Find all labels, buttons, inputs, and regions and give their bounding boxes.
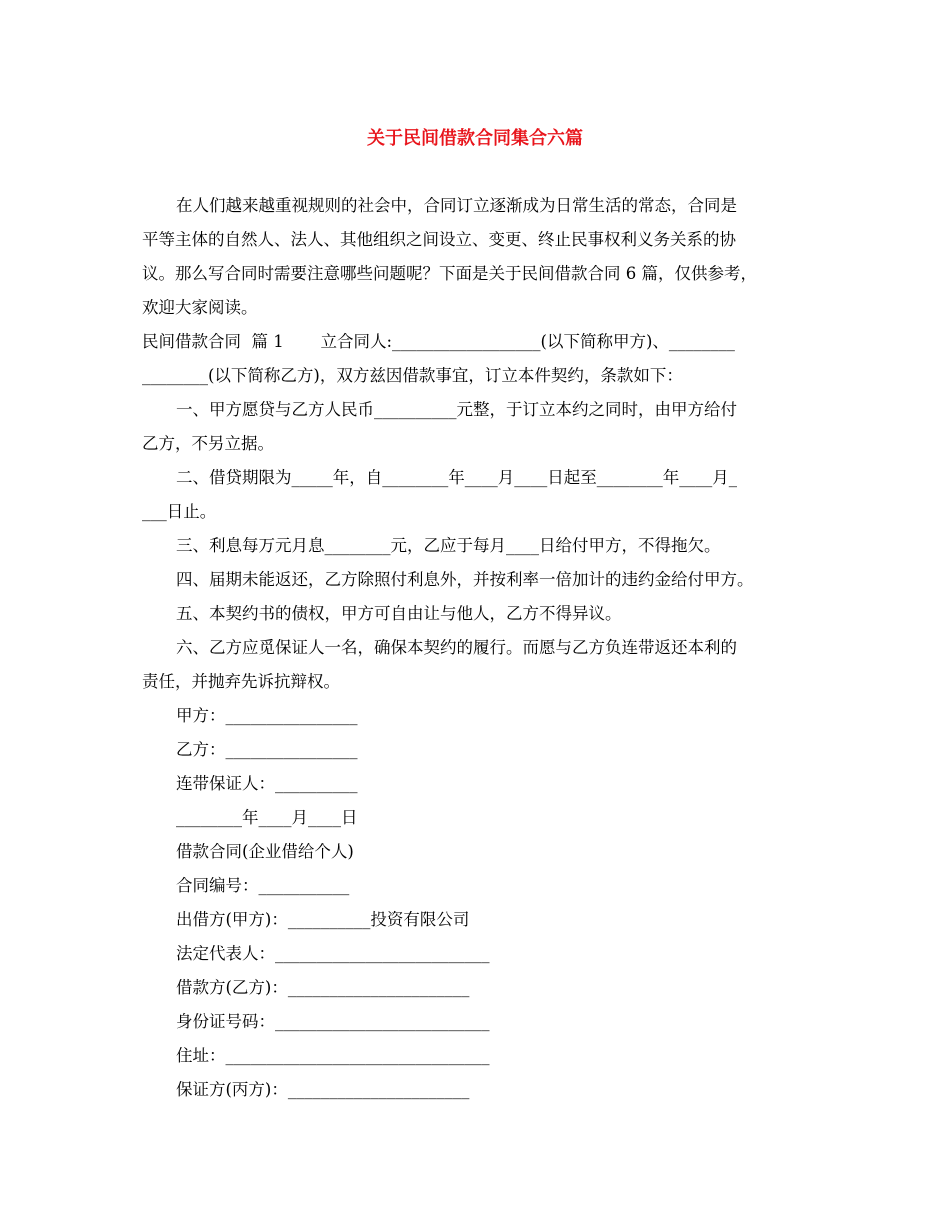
clause-1-line-1: 一、甲方愿贷与乙方人民币__________元整，于订立本约之同时，由甲方给付: [176, 400, 737, 419]
legal-representative-field: 法定代表人：__________________________: [176, 944, 490, 963]
contract-2-heading: 借款合同(企业借给个人): [176, 842, 354, 861]
clause-4: 四、届期未能返还，乙方除照付利息外，并按利率一倍加计的违约金给付甲方。: [176, 570, 754, 589]
signature-date: ________年____月____日: [176, 808, 358, 827]
clause-6-line-2: 责任，并抛弃先诉抗辩权。: [142, 672, 340, 691]
contract-parties-line: ________(以下简称乙方)，双方兹因借款事宜，订立本件契约，条款如下：: [142, 366, 683, 385]
address-field: 住址：________________________________: [176, 1046, 490, 1065]
intro-line-2: 平等主体的自然人、法人、其他组织之间设立、变更、终止民事权利义务关系的协: [142, 230, 736, 249]
lender-field: 出借方(甲方)：__________投资有限公司: [176, 910, 470, 929]
contract-heading-line: 民间借款合同 篇 1 立合同人:__________________(以下简称甲方)、________: [142, 332, 735, 351]
party-a-signature: 甲方：________________: [176, 706, 358, 725]
clause-5: 五、本契约书的债权，甲方可自由让与他人，乙方不得异议。: [176, 604, 622, 623]
clause-2-line-2: ___日止。: [142, 502, 217, 521]
document-title: 关于民间借款合同集合六篇: [367, 128, 583, 149]
guarantor-signature: 连带保证人：__________: [176, 774, 358, 793]
clause-1-line-2: 乙方，不另立据。: [142, 434, 274, 453]
clause-3: 三、利息每万元月息________元，乙应于每月____日给付甲方，不得拖欠。: [176, 536, 721, 555]
clause-6-line-1: 六、乙方应觅保证人一名，确保本契约的履行。而愿与乙方负连带返还本利的: [176, 638, 737, 657]
intro-line-4: 欢迎大家阅读。: [142, 298, 258, 317]
contract-number-field: 合同编号：___________: [176, 876, 350, 895]
guarantor-party-field: 保证方(丙方)：______________________: [176, 1080, 470, 1099]
intro-line-1: 在人们越来越重视规则的社会中，合同订立逐渐成为日常生活的常态，合同是: [176, 196, 737, 215]
party-b-signature: 乙方：________________: [176, 740, 358, 759]
intro-line-3: 议。那么写合同时需要注意哪些问题呢？下面是关于民间借款合同 6 篇，仅供参考，: [142, 264, 757, 283]
id-number-field: 身份证号码：__________________________: [176, 1012, 490, 1031]
clause-2-line-1: 二、借贷期限为_____年，自________年____月____日起至________年____月_: [176, 468, 737, 487]
borrower-field: 借款方(乙方)：______________________: [176, 978, 470, 997]
